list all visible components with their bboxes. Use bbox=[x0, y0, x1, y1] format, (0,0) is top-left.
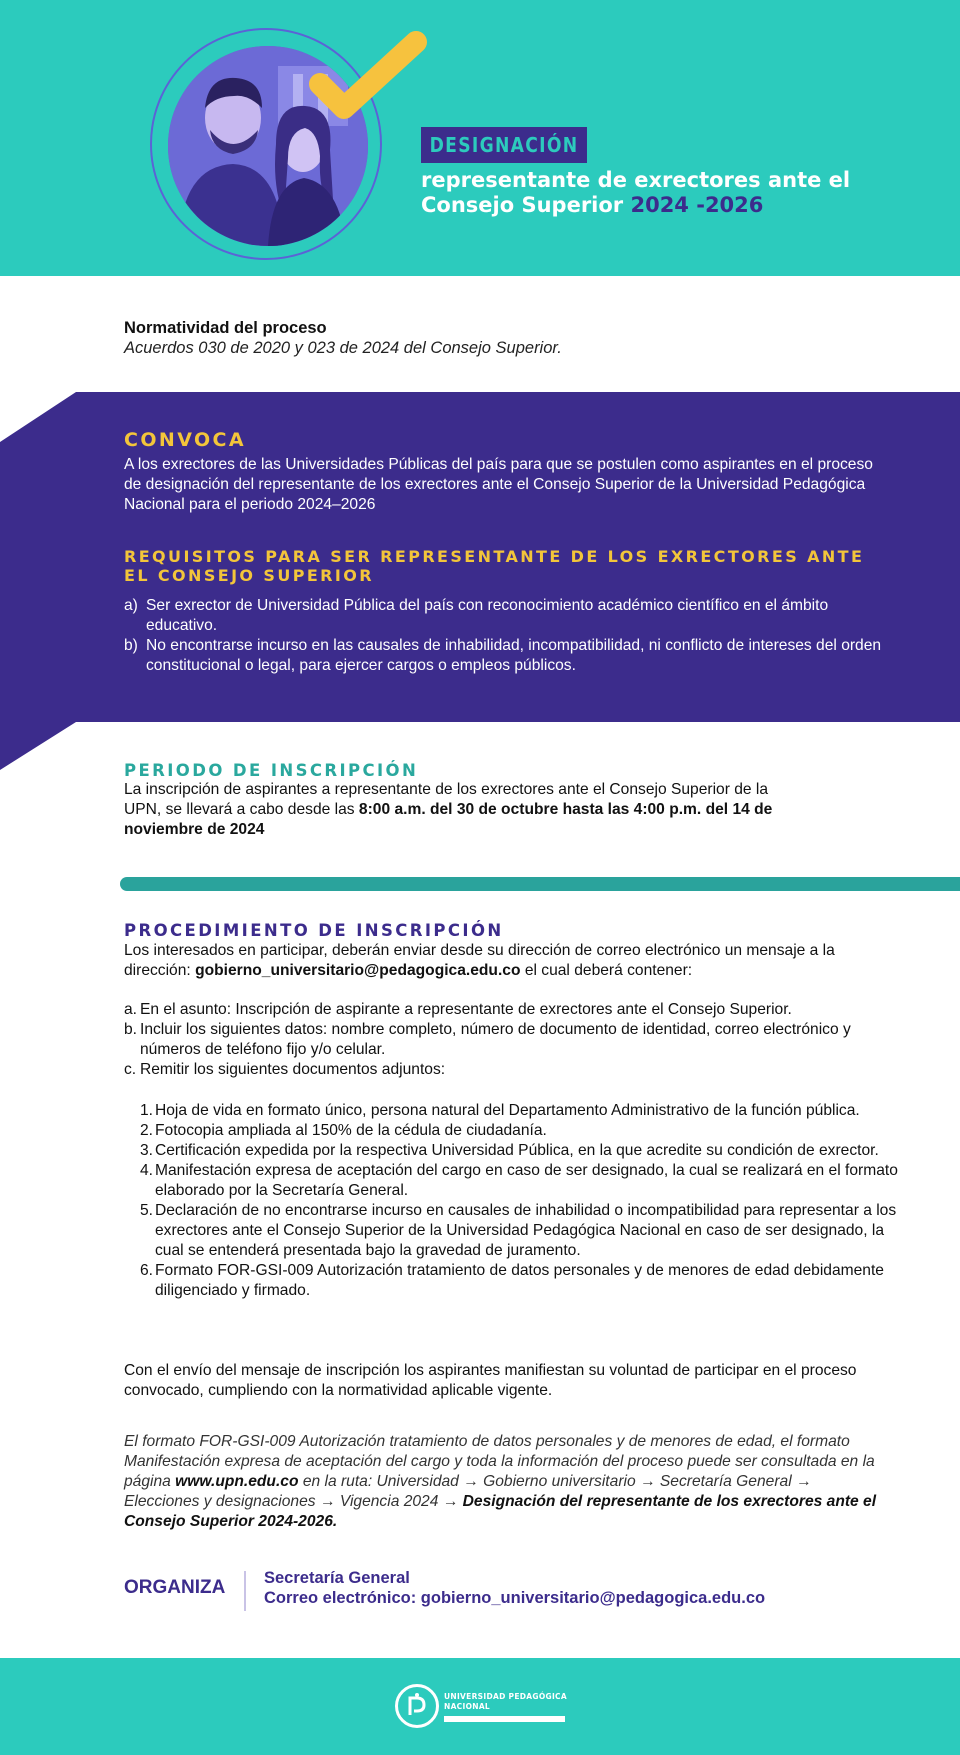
list-item-text: No encontrarse incurso en las causales de inhabilidad, incompatibilidad, ni conflicto de intereses del orden constitucional o legal, para ejercer cargos o empleos públicos. bbox=[146, 637, 882, 674]
header-title bbox=[421, 168, 851, 218]
list-marker: 4. bbox=[140, 1162, 154, 1179]
convoca-title: CONVOCA bbox=[124, 429, 246, 451]
list-item-text: Fotocopia ampliada al 150% de la cédula de ciudadanía. bbox=[155, 1122, 547, 1139]
list-marker: 1. bbox=[140, 1102, 154, 1119]
procedimiento-email: gobierno_universitario@pedagogica.edu.co bbox=[195, 962, 521, 979]
list-item bbox=[140, 1161, 900, 1201]
list-marker: a) bbox=[124, 597, 138, 614]
organiza-divider bbox=[244, 1571, 246, 1611]
list-item-text: Remitir los siguientes documentos adjuntos: bbox=[140, 1061, 446, 1078]
periodo-text-body: La inscripción de aspirantes a representante de los exrectores ante el Consejo Superior de la UPN, se llevará a cabo desde las bbox=[124, 781, 769, 818]
organiza-info bbox=[264, 1568, 765, 1608]
periodo-title: PERIODO DE INSCRIPCIÓN bbox=[124, 761, 419, 780]
list-marker: b) bbox=[124, 637, 138, 654]
list-item-text: Ser exrector de Universidad Pública del país con reconocimiento académico científico en el ámbito educativo. bbox=[146, 597, 829, 634]
requisitos-title: REQUISITOS PARA SER REPRESENTANTE DE LOS EXRECTORES ANTE EL CONSEJO SUPERIOR bbox=[124, 547, 865, 585]
note-path: en la ruta: Universidad → Gobierno universitario → Secretaría General → Elecciones y designaciones → Vigencia 2024 → bbox=[124, 1473, 812, 1510]
header-years: 2024 -2026 bbox=[630, 193, 764, 217]
procedimiento-intro-text: Los interesados en participar, deberán enviar desde su dirección de correo electrónico un mensaje a la dirección: bbox=[124, 942, 835, 979]
list-item-text: Declaración de no encontrarse incurso en causales de inhabilidad o incompatibilidad para representar a los exrectores ante el Consejo Superior de la Universidad Pedagógica Nacional en caso de ser designado, la cual se entenderá presentada bajo la gravedad de juramento. bbox=[155, 1202, 897, 1259]
periodo-text bbox=[124, 780, 804, 840]
upn-link[interactable]: www.upn.edu.co bbox=[175, 1473, 299, 1490]
list-item bbox=[140, 1201, 900, 1261]
periodo-dates: 8:00 a.m. del 30 de octubre hasta las 4:00 p.m. del 14 de noviembre de 2024 bbox=[124, 801, 773, 838]
section-divider bbox=[120, 877, 960, 891]
list-item-text: Hoja de vida en formato único, persona natural del Departamento Administrativo de la función pública. bbox=[155, 1102, 860, 1119]
info-note bbox=[124, 1432, 884, 1532]
university-logo-text bbox=[444, 1692, 567, 1712]
closing-text: Con el envío del mensaje de inscripción los aspirantes manifiestan su voluntad de participar en el proceso convocado, cumpliendo con la normatividad aplicable vigente. bbox=[124, 1362, 857, 1399]
list-item bbox=[124, 596, 894, 636]
list-marker: b. bbox=[124, 1021, 138, 1038]
requisitos-list bbox=[124, 596, 894, 676]
logo-line-2: NACIONAL bbox=[444, 1702, 491, 1711]
organiza-label: ORGANIZA bbox=[124, 1577, 226, 1598]
list-item bbox=[124, 1020, 904, 1060]
list-item-text: Certificación expedida por la respectiva Universidad Pública, en la que acredite su condición de exrector. bbox=[155, 1142, 879, 1159]
list-item-text: Incluir los siguientes datos: nombre completo, número de documento de identidad, correo electrónico y números de teléfono fijo y/o celular. bbox=[140, 1021, 851, 1058]
convoca-text: A los exrectores de las Universidades Públicas del país para que se postulen como aspirantes en el proceso de designación del representante de los exrectores ante el Consejo Superior de la Universidad Pedagógica Nacional para el periodo 2024–2026 bbox=[124, 456, 873, 513]
list-marker: 2. bbox=[140, 1122, 154, 1139]
list-marker: 6. bbox=[140, 1262, 154, 1279]
note-text: El formato FOR-GSI-009 Autorización tratamiento de datos personales y de menores de edad, el formato Manifestación expresa de aceptación del cargo y toda la información del proceso puede ser consultada en la página bbox=[124, 1433, 875, 1490]
list-marker: 3. bbox=[140, 1142, 154, 1159]
note-bold: Designación del representante de los exrectores ante el Consejo Superior 2024-2026. bbox=[124, 1493, 877, 1530]
list-item bbox=[140, 1141, 900, 1161]
list-item bbox=[124, 1060, 904, 1080]
designacion-tag: DESIGNACIÓN bbox=[421, 127, 587, 163]
university-logo-icon bbox=[395, 1684, 439, 1728]
list-item bbox=[140, 1101, 900, 1121]
normatividad-title: Normatividad del proceso bbox=[124, 319, 327, 337]
logo-bar bbox=[444, 1716, 565, 1722]
organiza-email[interactable]: Correo electrónico: gobierno_universitario@pedagogica.edu.co bbox=[264, 1589, 766, 1607]
list-marker: c. bbox=[124, 1061, 137, 1078]
list-item-text: Manifestación expresa de aceptación del cargo en caso de ser designado, la cual se realizará en el formato elaborado por la Secretaría General. bbox=[155, 1162, 898, 1199]
list-marker: a. bbox=[124, 1001, 138, 1018]
list-item bbox=[140, 1121, 900, 1141]
list-item-text: Formato FOR-GSI-009 Autorización tratamiento de datos personales y de menores de edad debidamente diligenciado y firmado. bbox=[155, 1262, 884, 1299]
header-title-text: representante de exrectores ante el Consejo Superior bbox=[421, 168, 851, 217]
procedimiento-intro bbox=[124, 941, 894, 981]
documentos-list bbox=[140, 1101, 900, 1301]
procedimiento-title: PROCEDIMIENTO DE INSCRIPCIÓN bbox=[124, 921, 504, 940]
list-marker: 5. bbox=[140, 1202, 154, 1219]
header-banner bbox=[0, 0, 960, 276]
list-item bbox=[124, 1000, 904, 1020]
list-item bbox=[140, 1261, 900, 1301]
organiza-office: Secretaría General bbox=[264, 1569, 410, 1587]
procedimiento-intro-end: el cual deberá contener: bbox=[520, 962, 693, 979]
checkmark-icon bbox=[300, 30, 440, 140]
normatividad-text: Acuerdos 030 de 2020 y 023 de 2024 del Consejo Superior. bbox=[124, 339, 562, 357]
list-item bbox=[124, 636, 894, 676]
list-item-text: En el asunto: Inscripción de aspirante a representante de exrectores ante el Consejo Superior. bbox=[140, 1001, 792, 1018]
procedimiento-list bbox=[124, 1000, 904, 1080]
logo-line-1: UNIVERSIDAD PEDAGÓGICA bbox=[444, 1692, 567, 1701]
